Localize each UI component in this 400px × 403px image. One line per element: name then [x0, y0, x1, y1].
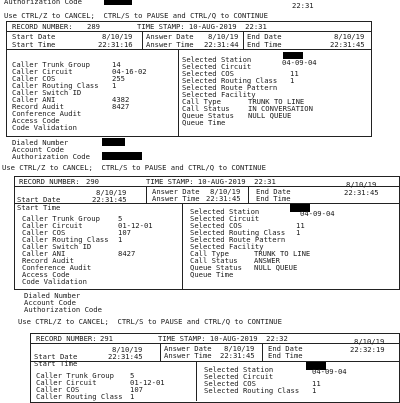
dialed-number-label: Dialed Number: [12, 138, 69, 147]
selected-field-label: Call Status: [190, 256, 238, 265]
selected-field-value: TRUNK TO LINE: [248, 97, 305, 106]
selected-field-value: NULL QUEUE: [254, 263, 298, 272]
caller-field-label: Record Audit: [22, 256, 74, 265]
caller-field-label: Conference Audit: [12, 109, 82, 118]
selected-field-value: 04-09-04: [312, 367, 347, 376]
record-number-label: RECORD NUMBER:: [36, 334, 97, 343]
answer-time: 22:31:44: [204, 40, 239, 49]
caller-field-value: 1: [112, 81, 117, 90]
selected-field-label: Selected COS: [204, 379, 256, 388]
start-time-label: Start Time: [17, 203, 61, 212]
selected-field-label: Selected Station: [190, 207, 260, 216]
answer-date-label: Answer Date: [146, 32, 194, 41]
selected-field-value: 04-09-04: [282, 58, 317, 67]
caller-field-label: Caller Circuit: [12, 67, 73, 76]
selected-field-label: Selected COS: [190, 221, 242, 230]
selected-field-label: Selected Facility: [182, 90, 256, 99]
caller-field-value: 1: [118, 235, 123, 244]
time-stamp: TIME STAMP: 10-AUG-2019 22:31: [137, 22, 267, 31]
start-date: 8/10/19: [96, 188, 127, 197]
selected-field-value: 11: [312, 379, 321, 388]
start-time: 22:31:45: [92, 195, 127, 204]
caller-field-label: Caller COS: [12, 74, 56, 83]
caller-field-value: 4382: [112, 95, 130, 104]
start-date: 8/10/19: [112, 345, 143, 354]
end-time: 22:32:19: [350, 345, 385, 354]
answer-date-label: Answer Date: [152, 187, 200, 196]
caller-field-value: 107: [118, 228, 131, 237]
caller-field-value: 5: [130, 371, 135, 380]
record-number: 289: [87, 22, 100, 31]
selected-field-value: 04-09-04: [300, 209, 335, 218]
end-date: 8/10/19: [346, 180, 377, 189]
record-number: 290: [86, 177, 99, 186]
redaction-block: [102, 152, 142, 160]
caller-field-label: Caller COS: [22, 228, 66, 237]
caller-field-label: Caller Circuit: [36, 378, 97, 387]
caller-field-label: Caller ANI: [12, 95, 56, 104]
end-time-label: End Time: [256, 194, 291, 203]
selected-field-label: Queue Time: [190, 270, 234, 279]
selected-field-value: NULL QUEUE: [248, 111, 292, 120]
end-time: 22:31:45: [344, 188, 379, 197]
redaction-block: [102, 138, 125, 146]
record-number: 291: [100, 334, 113, 343]
start-time-label: Start Time: [12, 40, 56, 49]
caller-field-label: Caller COS: [36, 385, 80, 394]
selected-field-label: Queue Status: [182, 111, 234, 120]
caller-field-label: Conference Audit: [22, 263, 92, 272]
selected-field-value: 1: [296, 228, 301, 237]
selected-field-label: Selected Route Pattern: [182, 83, 278, 92]
selected-field-label: Selected Circuit: [204, 372, 274, 381]
end-date: 8/10/19: [334, 32, 365, 41]
account-code-label: Account Code: [12, 145, 64, 154]
selected-field-label: Selected Routing Class: [190, 228, 286, 237]
selected-field-label: Selected Station: [204, 365, 274, 374]
selected-field-label: Call Type: [190, 249, 229, 258]
top-time-fragment: 22:31: [292, 1, 314, 10]
selected-field-label: Queue Time: [182, 118, 226, 127]
caller-field-label: Caller Trunk Group: [22, 214, 100, 223]
answer-date: 8/10/19: [210, 187, 241, 196]
selected-field-label: Selected Station: [182, 55, 252, 64]
answer-date: 8/10/19: [208, 32, 239, 41]
answer-time-label: Answer Time: [146, 40, 194, 49]
answer-date: 8/10/19: [224, 344, 255, 353]
selected-field-value: 11: [296, 221, 305, 230]
start-date-label: Start Date: [17, 195, 61, 204]
caller-field-value: 107: [130, 385, 143, 394]
authorization-code-label: Authorization Code: [24, 305, 102, 314]
caller-field-value: 8427: [118, 249, 136, 258]
caller-field-label: Caller Switch ID: [22, 242, 92, 251]
caller-field-label: Access Code: [22, 270, 70, 279]
caller-field-value: 04-16-02: [112, 67, 147, 76]
start-time: 22:31:16: [98, 40, 133, 49]
selected-field-label: Selected Circuit: [182, 62, 252, 71]
selected-field-label: Queue Status: [190, 263, 242, 272]
answer-date-label: Answer Date: [164, 344, 212, 353]
account-code-label: Account Code: [24, 298, 76, 307]
answer-time-label: Answer Time: [164, 351, 212, 360]
record-number-label: RECORD NUMBER:: [12, 22, 73, 31]
start-date-label: Start Date: [12, 32, 56, 41]
selected-field-value: ANSWER: [254, 256, 280, 265]
caller-field-value: 8427: [112, 102, 130, 111]
selected-field-value: 11: [290, 69, 299, 78]
end-time-label: End Time: [247, 40, 282, 49]
caller-field-value: 01-12-01: [118, 221, 153, 230]
answer-time: 22:31:45: [206, 194, 241, 203]
caller-field-label: Caller Routing Class: [22, 235, 109, 244]
selected-field-value: 1: [312, 386, 317, 395]
selected-field-label: Selected Routing Class: [182, 76, 278, 85]
caller-field-value: 1: [130, 392, 135, 401]
caller-field-label: Caller Switch ID: [12, 88, 82, 97]
dialed-number-label: Dialed Number: [24, 291, 81, 300]
end-date-label: End Date: [268, 344, 303, 353]
caller-field-value: 255: [112, 74, 125, 83]
start-time: 22:31:45: [108, 352, 143, 361]
selected-field-label: Call Status: [182, 104, 230, 113]
selected-field-label: Call Type: [182, 97, 221, 106]
caller-field-label: Caller Circuit: [22, 221, 83, 230]
time-stamp: TIME STAMP: 10-AUG-2019 22:32: [158, 334, 288, 343]
answer-time-label: Answer Time: [152, 194, 200, 203]
answer-time: 22:31:45: [220, 351, 255, 360]
cancel-instruction-line: Use CTRL/Z to CANCEL; CTRL/S to PAUSE and CTRL/Q to CONTINUE: [2, 163, 266, 172]
selected-field-label: Selected Routing Class: [204, 386, 300, 395]
start-date: 8/10/19: [102, 32, 133, 41]
authorization-code-label: Authorization Code: [12, 152, 90, 161]
caller-field-label: Record Audit: [12, 102, 64, 111]
time-stamp: TIME STAMP: 10-AUG-2019 22:31: [146, 177, 276, 186]
caller-field-label: Caller Trunk Group: [12, 60, 90, 69]
caller-field-label: Access Code: [12, 116, 60, 125]
caller-field-value: 14: [112, 60, 121, 69]
top-authorization-code-fragment: Authorization Code: [4, 0, 82, 6]
end-date-label: End Date: [256, 187, 291, 196]
selected-field-label: Selected COS: [182, 69, 234, 78]
end-time-label: End Time: [268, 351, 303, 360]
caller-field-label: Code Validation: [12, 123, 77, 132]
cancel-instruction-line: Use CTRL/Z to CANCEL; CTRL/S to PAUSE and CTRL/Q to CONTINUE: [4, 11, 268, 20]
selected-field-label: Selected Facility: [190, 242, 264, 251]
cancel-instruction-line: Use CTRL/Z to CANCEL; CTRL/S to PAUSE and CTRL/Q to CONTINUE: [18, 317, 282, 326]
caller-field-value: 01-12-01: [130, 378, 165, 387]
caller-field-label: Code Validation: [22, 277, 87, 286]
end-time: 22:31:45: [330, 40, 365, 49]
selected-field-label: Selected Route Pattern: [190, 235, 286, 244]
start-date-label: Start Date: [34, 352, 78, 361]
selected-field-value: IN CONVERSATION: [248, 104, 313, 113]
redaction-block: [104, 0, 132, 5]
caller-field-label: Caller Routing Class: [36, 392, 123, 401]
caller-field-value: 5: [118, 214, 123, 223]
caller-field-label: Caller Routing Class: [12, 81, 99, 90]
caller-field-label: Caller ANI: [22, 249, 66, 258]
selected-field-value: 1: [290, 76, 295, 85]
start-time-label: Start Time: [34, 359, 78, 368]
caller-field-label: Caller Trunk Group: [36, 371, 114, 380]
end-date: 8/10/19: [354, 337, 385, 346]
end-date-label: End Date: [247, 32, 282, 41]
selected-field-label: Selected Circuit: [190, 214, 260, 223]
record-number-label: RECORD NUMBER:: [19, 177, 80, 186]
selected-field-value: TRUNK TO LINE: [254, 249, 311, 258]
